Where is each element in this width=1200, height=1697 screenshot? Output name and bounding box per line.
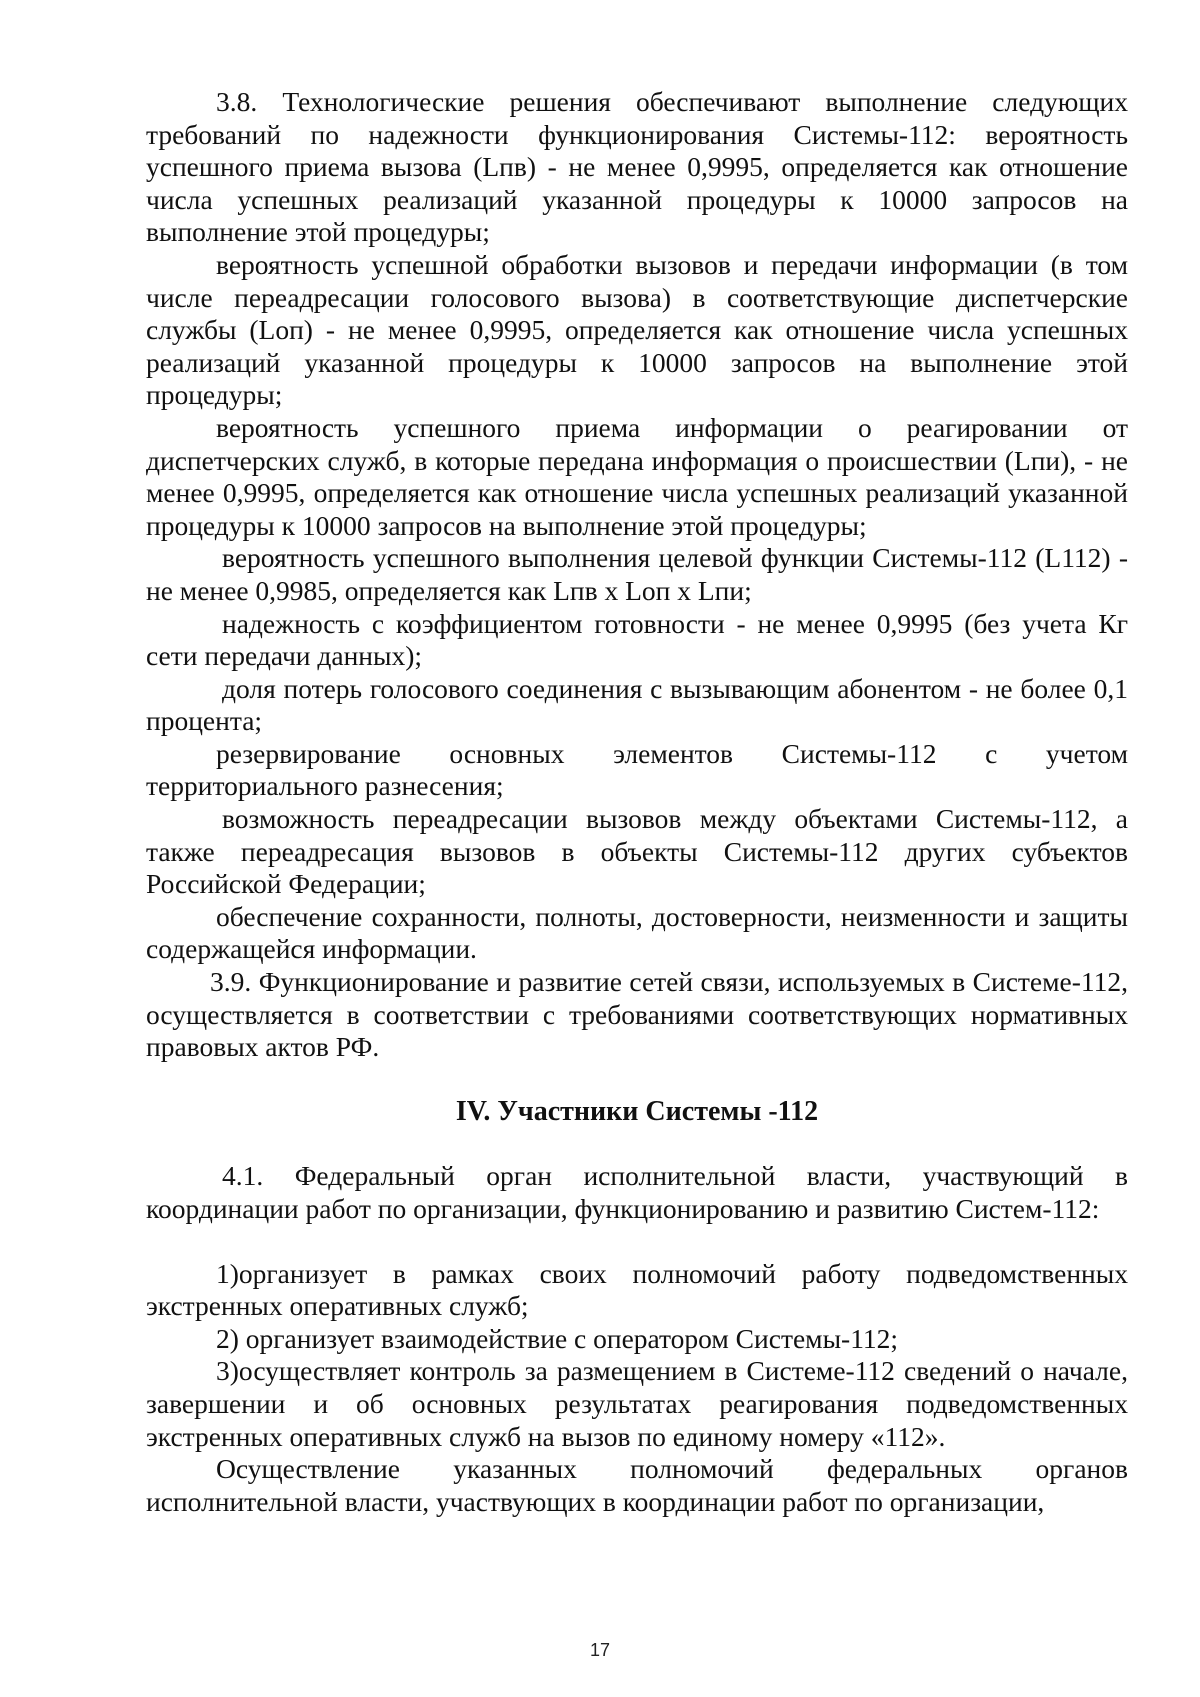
list-item-2: 2) организует взаимодействие с оператором Системы-112; [216,1322,899,1354]
paragraph-data-protection: обеспечение сохранности, полноты, достоверности, неизменности и защиты содержащейся информации. [146,900,1128,965]
paragraph-3-9: 3.9. Функционирование и развитие сетей связи, используемых в Системе-112, осуществляется в соответствии с требованиями соответствующих нормативных правовых актов РФ. [146,966,1128,1063]
paragraph-4-1: 4.1. Федеральный орган исполнительной власти, участвующий в координации работ по организации, функционированию и развитию Систем-112: [146,1160,1128,1224]
list-item-1: 1)организует в рамках своих полномочий работу подведомственных экстренных оперативных служб; [146,1257,1128,1322]
page-number: 17 [589,1640,611,1660]
paragraph-voice-loss: доля потерь голосового соединения с вызывающим абонентом - не более 0,1 процента; [146,672,1128,737]
paragraph-response-info: вероятность успешного приема информации о реагировании от диспетчерских служб, в которые передана информация о происшествии (Lпи), - не менее 0,9995, определяется как отношение числа успешных реализаций указанной процедуры к 10000 запросов на выполнение этой процедуры; [146,411,1128,541]
paragraph-implementation: Осуществление указанных полномочий федеральных органов исполнительной власти, участвующих в координации работ по организации, [146,1453,1128,1517]
paragraph-call-processing: вероятность успешной обработки вызовов и передачи информации (в том числе переадресации голосового вызова) в соответствующие диспетчерские службы (Lоп) - не менее 0,9995, определяется как отношение числа успешных реализаций указанной процедуры к 10000 запросов на выполнение этой процедуры; [146,248,1128,411]
paragraph-gap [146,1226,1128,1258]
paragraph-redundancy: резервирование основных элементов Системы-112 с учетом территориального разнесения; [146,737,1128,802]
section-heading: IV. Участники Системы -112 [455,1095,819,1127]
document-body [146,86,1128,1518]
paragraph-target-function: вероятность успешного выполнения целевой функции Системы-112 (L112) - не менее 0,9985, определяется как Lпв x Lоп x Lпи; [146,542,1128,606]
list-item-3: 3)осуществляет контроль за размещением в Системе-112 сведений о начале, завершении и об основных результатах реагирования подведомственных экстренных оперативных служб на вызов по единому номеру «112». [146,1355,1128,1452]
paragraph-call-forwarding: возможность переадресации вызовов между объектами Системы-112, а также переадресация вызовов в объекты Системы-112 других субъектов Российской Федерации; [146,803,1128,900]
paragraph-availability: надежность с коэффициентом готовности - не менее 0,9995 (без учета Кг сети передачи данных); [146,607,1128,672]
paragraph-3-8: 3.8. Технологические решения обеспечивают выполнение следующих требований по надежности функционирования Системы-112: вероятность успешного приема вызова (Lпв) - не менее 0,9995, определяется как отношение числа успешных реализаций указанной процедуры к 10000 запросов на выполнение этой процедуры; [146,86,1128,248]
